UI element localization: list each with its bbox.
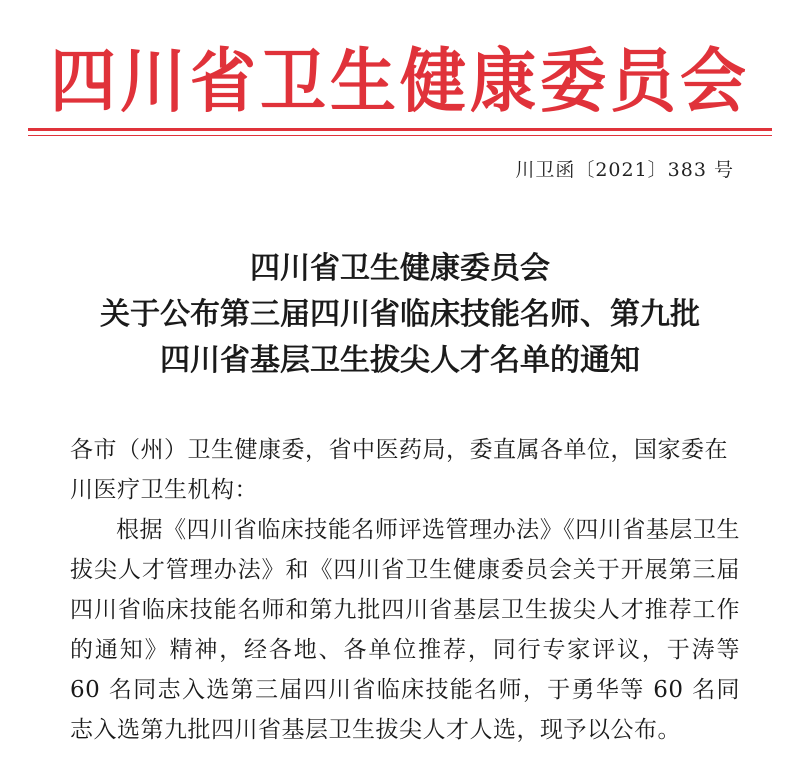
body-paragraph: 根据《四川省临床技能名师评选管理办法》《四川省基层卫生拔尖人才管理办法》和《四川省卫生健康委员会关于开展第三届四川省临床技能名师和第九批四川省基层卫生拔尖人才推荐工作的通知》精神，经各地、各单位推荐，同行专家评议，于涛等 60 名同志入选第三届四川省临床技能名师，于勇华等 60 名同志入选第九批四川省基层卫生拔尖人才人选，现予以公布。	[70, 517, 740, 743]
title-line-1: 四川省卫生健康委员会	[250, 251, 550, 286]
masthead-divider	[28, 128, 772, 131]
title-line-2: 关于公布第三届四川省临床技能名师、第九批	[100, 297, 700, 332]
title-line-3: 四川省基层卫生拔尖人才名单的通知	[160, 343, 640, 378]
document-title	[0, 246, 800, 384]
masthead-divider-thin	[28, 135, 772, 136]
addressee: 各市（州）卫生健康委，省中医药局，委直属各单位，国家委在川医疗卫生机构：	[70, 437, 728, 503]
document-body	[70, 430, 740, 750]
masthead-title: 四川省卫生健康委员会	[50, 41, 750, 122]
document-number: 川卫函〔2021〕383 号	[515, 159, 734, 181]
